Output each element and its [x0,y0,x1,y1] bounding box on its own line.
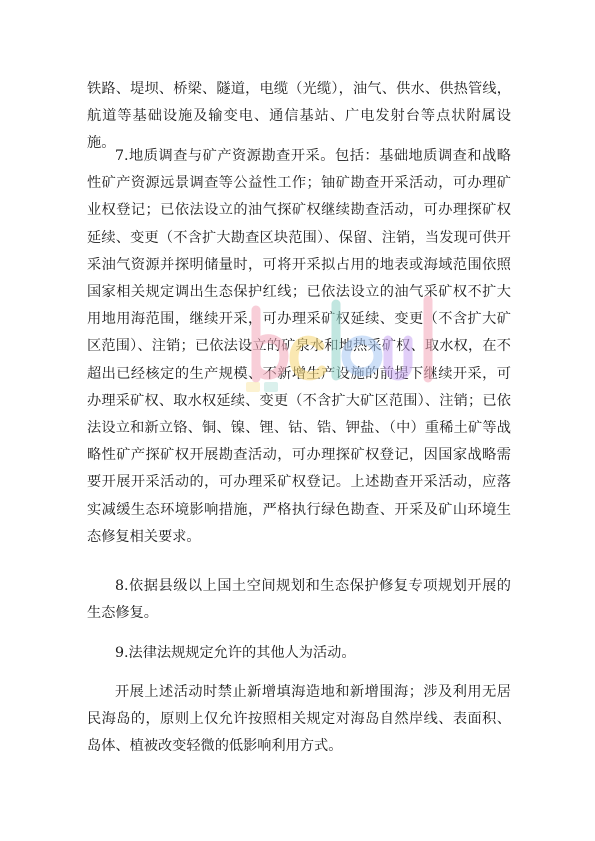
paragraph-item-9-other-activities [87,640,511,667]
paragraph-item-8-ecological-restoration [87,573,511,627]
paragraph-text: 8.依据县级以上国土空间规划和生态保护修复专项规划开展的生态修复。 [87,578,511,622]
paragraph-text: 开展上述活动时禁止新增填海造地和新增围海；涉及利用无居民海岛的，原则上仅允许按照相关规定对海岛自然岸线、表面积、岛体、植被改变轻微的低影响利用方式。 [87,684,511,755]
paragraph-closing-restrictions [87,679,511,761]
paragraph-text: 9.法律法规规定允许的其他人为活动。 [115,645,356,661]
paragraph-text: 铁路、堤坝、桥梁、隧道，电缆（光缆），油气、供水、供热管线，航道等基础设施及输变电、通信基站、广电发射台等点状附属设施。 [87,81,511,152]
paragraph-item-7-geological-survey [87,143,511,551]
paragraph-text: 7.地质调查与矿产资源勘查开采。包括：基础地质调查和战略性矿产资源远景调查等公益性工作；铀矿勘查开采活动，可办理矿业权登记；已依法设立的油气探矿权继续勘查活动，可办理探矿权延续、变更（不含扩大勘查区块范围）、保留、注销，当发现可供开采油气资源并探明储量时，可将开采拟占用的地表或海域范围依照国家相关规定调出生态保护红线；已依法设立的油气采矿权不扩大用地用海范围，继续开采，可办理采矿权延续、变更（不含扩大矿区范围）、注销；已依法设立的矿泉水和地热采矿权、取水权，在不超出已经核定的生产规模、不新增生产设施的前提下继续开采，可办理采矿权、取水权延续、变更（不含扩大矿区范围）、注销；已依法设立和新立铬、铜、镍、锂、钴、锆、钾盐、（中）重稀土矿等战略性矿产探矿权开展勘查活动，可办理探矿权登记，因国家战略需要开展开采活动的，可办理采矿权登记。上述勘查开采活动，应落实减缓生态环境影响措施，严格执行绿色勘查、开采及矿山环境生态修复相关要求。 [87,148,511,545]
